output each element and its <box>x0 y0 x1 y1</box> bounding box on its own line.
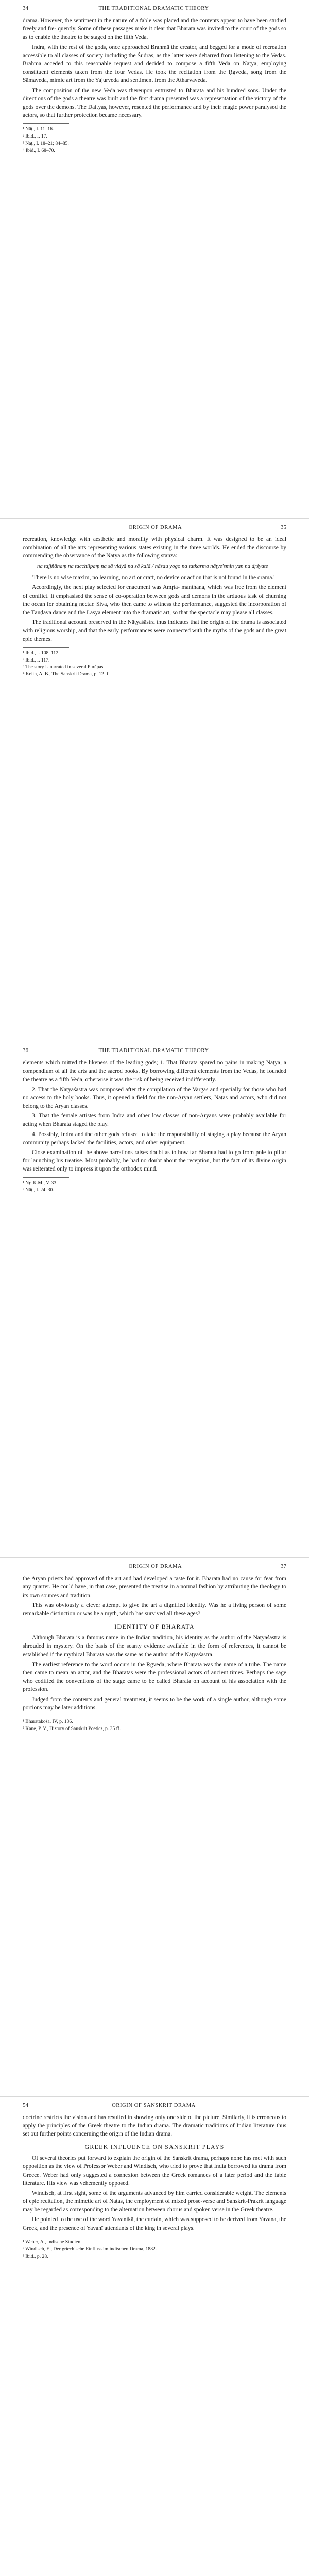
footnote-rule <box>23 123 69 124</box>
book-page <box>0 1042 309 1558</box>
footnotes <box>23 126 286 154</box>
book-page <box>0 2097 309 2576</box>
body-paragraph: 4. Possibly, Indra and the other gods refused to take the responsibility of staging a play because the Aryan community perhaps lacked the facilities, actors, and other equipment. <box>23 1131 286 1146</box>
running-head-title: THE TRADITIONAL DRAMATIC THEORY <box>98 6 209 11</box>
footnote: ¹ Bharatakośa, IV, p. 136. <box>23 1718 73 1724</box>
page-number: 37 <box>280 1563 286 1570</box>
footnote: ³ Nāṭ., I. 18–21; 84–85. <box>23 140 69 146</box>
footnote: ¹ Weber, A., Indische Studien. <box>23 2239 82 2245</box>
sanskrit-quote: na tajjñānaṃ na tacchilpaṃ na sā vidyā na sā kalā / nāsau yogo na tatkarma nāṭye'smin yan na dṛśyate <box>37 563 268 570</box>
footnote: ¹ Ibid., I. 108–112. <box>23 650 60 656</box>
footnote: ³ Ibid., p. 28. <box>23 2253 48 2259</box>
body-paragraph: recreation, knowledge with aesthetic and morality with physical charm. It was designed to be an ideal combination of all the arts representing various states existing in the three worlds. He ended the discourse by commending the observance of the Nāṭya as the following stanza: <box>23 536 286 559</box>
running-head-title: ORIGIN OF DRAMA <box>128 1564 182 1570</box>
running-header <box>23 524 286 530</box>
running-header <box>23 1047 286 1054</box>
page-number: 35 <box>280 523 286 530</box>
page-number: 54 <box>23 2102 28 2108</box>
footnotes <box>23 2239 286 2260</box>
running-head-title: ORIGIN OF SANSKRIT DRAMA <box>112 2102 196 2108</box>
body-paragraph: Indra, with the rest of the gods, once approached Brahmā the creator, and begged for a mode of recreation accessible to all classes of society including the Śūdras, as the latter were debarred from listening to the Vedas. Brahmā acceded to this reasonable request and decided to compose a fifth Veda on Nāṭya, employing constituent elements taken from the four Vedas. He took the recitation from the Ṛgveda, song from the Sāmaveda, mimic art from the Yajurveda and sentiment from the Atharvaveda. <box>23 44 286 84</box>
footnote: ¹ Nāṭ., I. 11–16. <box>23 126 54 132</box>
book-page <box>0 0 309 519</box>
body-paragraph: Of several theories put forward to explain the origin of the Sanskrit drama, perhaps none has met with such opposition as the view of Professor Weber and Windisch, who tried to prove that India borrowed its drama from Greece. Weber had only suggested a connexion between the Greek romances of a later period and the fable literature. His view was vehemently opposed. <box>23 2155 286 2187</box>
running-header <box>23 5 286 11</box>
footnote: ² Ibid., I. 117. <box>23 657 50 663</box>
body-paragraph: The composition of the new Veda was thereupon entrusted to Bharata and his hundred sons. Under the directions of the gods a theatre was built and the first drama presented was a representation of the victory of the gods over the demons. The Daityas, however, resented the performance and by their magic power paralysed the actors, so that further protection became necessary. <box>23 87 286 119</box>
body-paragraph: Although Bharata is a famous name in the Indian tradition, his identity as the author of the Nāṭyaśāstra is shrouded in mystery. On the basis of the scanty evidence available in the form of references, it cannot be established if the mythical Bharata was the same as the author of the Nāṭyaśāstra. <box>23 1635 286 1658</box>
body-paragraph: He pointed to the use of the word Yavanikā, the curtain, which was supposed to be derived from Yavana, the Greek, and the presence of Yavanī attendants of the king in several plays. <box>23 2216 286 2231</box>
body-paragraph: Close examination of the above narrations raises doubt as to how far Bharata had to go from pole to pillar for launching his treatise. Most probably, he had no doubt about the reception, but the fact of its divine origin was reiterated only to impress it upon the orthodox mind. <box>23 1149 286 1173</box>
body-paragraph: 3. That the female artistes from Indra and other low classes of non-Aryans were probably available for acting when Bharata staged the play. <box>23 1113 286 1128</box>
page-number: 36 <box>23 1047 28 1054</box>
running-head-title: ORIGIN OF DRAMA <box>128 524 182 530</box>
body-paragraph: 2. That the Nāṭyaśāstra was composed after the compilation of the Vargas and specially for those who had no access to the holy books. Thus, it opened a field for the non-Aryan settlers, Naṭas and actors, who did not belong to the Aryan classes. <box>23 1086 286 1110</box>
footnotes <box>23 650 286 678</box>
body-paragraph: Windisch, at first sight, some of the arguments advanced by him carried considerable weight. The elements of epic recitation, the mimetic art of Naṭas, the employment of mixed prose-verse and Sanskrit-Prakrit language may be regarded as corresponding to the alternation between chorus and spoken verse in the Greek theatre. <box>23 2190 286 2213</box>
body-paragraph: the Aryan priests had approved of the art and had developed a taste for it. Bharata had no cause for fear from any quarter. He could have, in that case, presented the treatise in a normal fashion by attributing the theology to its own sources and tradition. <box>23 1575 286 1599</box>
footnote: ⁴ Ibid., I. 68–70. <box>23 147 55 154</box>
running-header <box>23 1563 286 1569</box>
book-page <box>0 1558 309 2096</box>
page-number: 34 <box>23 5 28 11</box>
running-head-title: THE TRADITIONAL DRAMATIC THEORY <box>98 1048 209 1054</box>
footnote: ³ The story is narrated in several Purāṇas. <box>23 664 105 670</box>
footnote: ⁴ Keith, A. B., The Sanskrit Drama, p. 12 ff. <box>23 671 110 677</box>
footnote: ² Kane, P. V., History of Sanskrit Poetics, p. 35 ff. <box>23 1725 121 1732</box>
body-paragraph: doctrine restricts the vision and has resulted in showing only one side of the picture. Similarly, it is erroneous to apply the principles of the Greek theatre to the Indian drama. The dramatic traditions of Indian literature thus set out further points concerning the origin of the Indian drama. <box>23 2114 286 2137</box>
footnote: ² Windisch, E., Der griechische Einfluss im indischen Drama, 1882. <box>23 2246 157 2252</box>
section-heading: GREEK INFLUENCE ON SANSKRIT PLAYS <box>84 2143 225 2151</box>
body-paragraph: Accordingly, the next play selected for enactment was Amṛta- manthana, which was free from the element of conflict. It emphasised the sense of co-operation between gods and demons in the arduous task of churning the ocean for obtaining nectar. Siva, who then came to witness the performance, suggested the incorporation of the Tāṇḍava dance and the Lāsya element into the dramatic art, so that the spectacle may please all classes. <box>23 584 286 616</box>
body-paragraph: The earliest reference to the word occurs in the Ṛgveda, where Bharata was the name of a tribe. The name then came to mean an actor, and the Bharatas were the professional actors of ancient times. Perhaps the sage who codified the conventions of the stage came to be called Bharata on account of his association with the profession. <box>23 1661 286 1693</box>
body-paragraph: elements which mitted the likeness of the leading gods; 1. That Bharata spared no pains in making Nāṭya, a compendium of all the arts and the sacred books. By borrowing different elements from the Vedas, he founded the theatre as a fifth Veda, otherwise it was the risk of being received indifferently. <box>23 1060 286 1083</box>
footnote: ² Ibid., I. 17. <box>23 133 47 140</box>
body-paragraph: Judged from the contents and general treatment, it seems to be the work of a single author, although some portions may be later additions. <box>23 1696 286 1711</box>
running-header <box>23 2102 286 2108</box>
body-paragraph: The traditional account preserved in the Nāṭyaśāstra thus indicates that the origin of the drama is associated with religious worship, and that the early performances were connected with the myths of the gods and the great epic themes. <box>23 619 286 642</box>
footnotes <box>23 1719 286 1733</box>
footnote: ² Nāṭ., I. 24–30. <box>23 1187 54 1193</box>
body-paragraph: 'There is no wise maxim, no learning, no art or craft, no device or action that is not found in the drama.' <box>32 574 275 581</box>
body-paragraph: This was obviously a clever attempt to give the art a dignified identity. Was he a living person of some remarkable distinction or was he a myth, which has survived all these ages? <box>23 1602 286 1617</box>
footnotes <box>23 1180 286 1194</box>
footnote-rule <box>23 647 69 648</box>
body-paragraph: drama. However, the sentiment in the nature of a fable was placed and the contents appear to have been studied freely and fre- quently. Some of these passages make it clear that Bharata was invited to the court of the gods so as to enable the theatre to be staged on the fifth Veda. <box>23 18 286 41</box>
footnote: ¹ Nṛ. K.M., V. 33. <box>23 1180 58 1186</box>
section-heading: IDENTITY OF BHARATA <box>114 1623 195 1631</box>
footnote-rule <box>23 1177 69 1178</box>
book-page <box>0 519 309 1043</box>
